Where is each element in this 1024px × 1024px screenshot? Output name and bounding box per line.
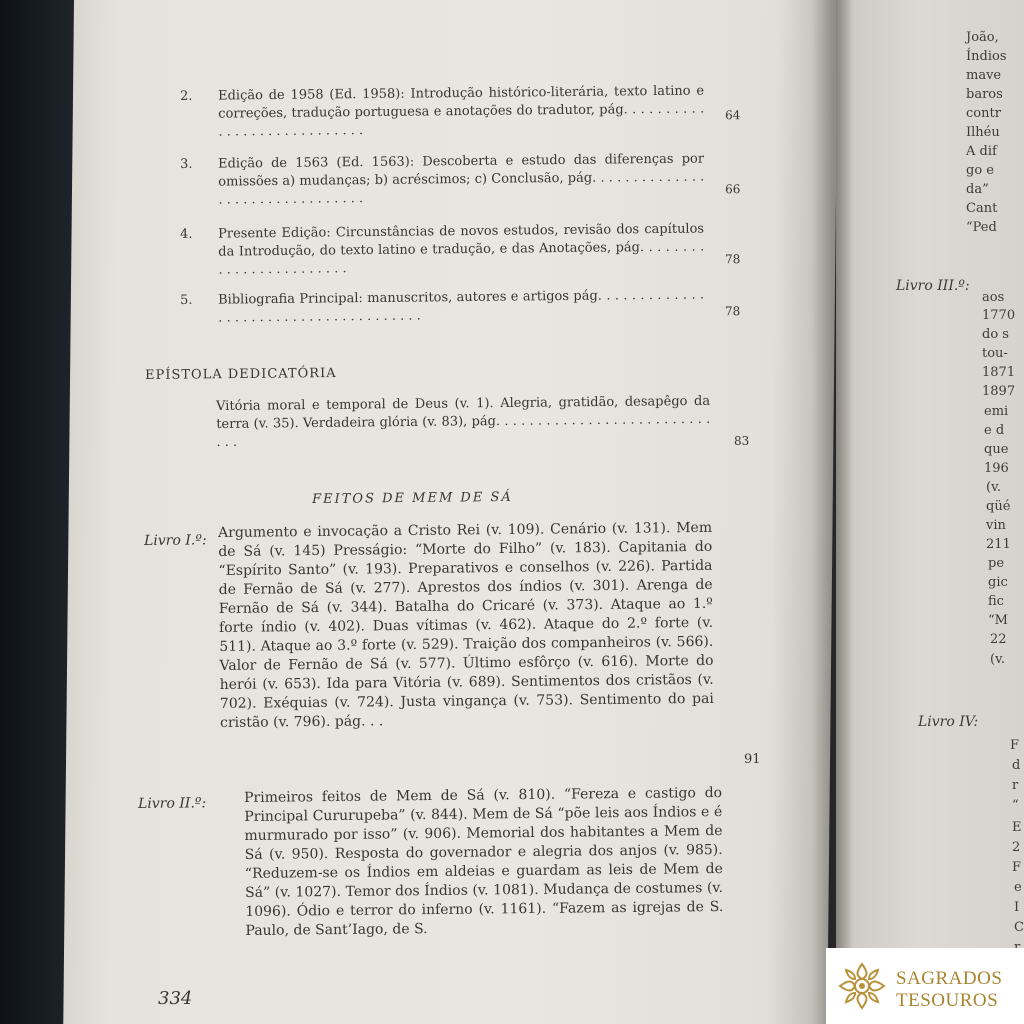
epistola-page-number: 83: [734, 434, 750, 448]
sagrados-tesouros-logo: [826, 948, 1024, 1024]
right-fragment: mave: [966, 68, 1002, 83]
right-fragment: baros: [966, 87, 1003, 102]
toc-number: 4.: [180, 226, 193, 242]
right-fragment: Ilhéu: [966, 125, 1000, 140]
right-fragment: d: [1012, 758, 1021, 773]
toc-item-3: [180, 150, 741, 210]
livro-1-page-number: 91: [744, 752, 761, 767]
right-fragment: 211: [986, 537, 1011, 552]
right-fragment: emi: [984, 404, 1009, 419]
right-fragment: 2: [1012, 840, 1021, 855]
right-fragment: r: [1012, 778, 1019, 793]
right-fragment: I: [1014, 900, 1020, 915]
right-fragment: do s: [982, 327, 1009, 342]
right-fragment: contr: [966, 106, 1001, 121]
right-fragment: Cant: [966, 201, 998, 216]
right-fragment: 1871: [982, 365, 1016, 380]
logo-text-line2: TESOUROS: [896, 990, 999, 1011]
right-fragment: “Ped: [966, 220, 997, 235]
right-fragment: 196: [984, 461, 1009, 476]
toc-number: 5.: [180, 292, 193, 308]
right-fragment: go e: [966, 163, 994, 178]
livro-1-label: Livro I.º:: [144, 532, 207, 549]
right-fragment: tou-: [982, 346, 1008, 361]
feitos-heading: FEITOS DE MEM DE SÁ: [312, 489, 513, 507]
toc-item-4: [180, 220, 741, 280]
right-fragment: (v.: [990, 652, 1006, 667]
ornament-emblem-icon: [836, 960, 888, 1012]
right-fragment: “M: [988, 613, 1008, 628]
right-fragment: 1770: [982, 308, 1016, 323]
right-fragment: e d: [984, 423, 1005, 438]
livro-2-text: Primeiros feitos de Mem de Sá (v. 810). “Fereza e castigo do Principal Cururupeba” (v. 844). Mem de Sá “põe leis aos Índios e é murmurado por isso” (v. 906). Memorial dos habitantes a Mem de Sá (v. 950). Resposta do governador e alegria dos anjos (v. 985). “Reduzem-se os Índios em aldeias e guardam as leis de Mem de Sá” (v. 1027). Temor dos Índios (v. 1081). Mudança de costumes (v. 1096). Ódio e terror do inferno (v. 1161). “Fazem as igrejas de S. Paulo, de Sant’Iago, de S.: [244, 784, 724, 939]
livro-3-label: Livro III.º:: [896, 278, 970, 294]
toc-text: Bibliografia Principal: manuscritos, autores e artigos pág. . . . . . . . . . . . . . . . . . . . . . . . . . . . . . . . . . . . . .: [218, 287, 705, 326]
page-number: 334: [158, 988, 193, 1009]
right-fragment: E: [1012, 820, 1022, 835]
livro-1-text: Argumento e invocação a Cristo Rei (v. 109). Cenário (v. 131). Mem de Sá (v. 145) Presságio: “Morte do Filho” (v. 183). Capitania do “Espírito Santo” (v. 193). Preparativos e conselhos (v. 226). Partida de Fernão de Sá (v. 277). Aprestos dos índios (v. 301). Arenga de Fernão de Sá (v. 344). Batalha do Cricaré (v. 373). Ataque ao 1.º forte índio (v. 402). Duas vítimas (v. 462). Ataque do 2.º forte (v. 511). Ataque ao 3.º forte (v. 529). Traição dos companheiros (v. 566). Valor de Fernão de Sá (v. 577). Último esfôrço (v. 616). Morte do herói (v. 653). Ida para Vitória (v. 689). Sentimentos dos cristãos (v. 702). Exéquias (v. 724). Justa vingança (v. 753). Sentimento do pai cristão (v. 796). pág. . .: [218, 519, 714, 731]
right-fragment: e: [1014, 880, 1022, 895]
livro-2-label: Livro II.º:: [138, 795, 207, 812]
right-fragment: (v.: [986, 480, 1002, 495]
right-fragment: qüé: [986, 499, 1011, 514]
toc-page-number: 78: [724, 304, 741, 319]
right-fragment: que: [984, 442, 1009, 457]
right-fragment: A dif: [966, 144, 997, 159]
toc-page-number: 66: [725, 182, 741, 197]
right-fragment: Índios: [966, 49, 1007, 64]
right-fragment: 1897: [982, 384, 1016, 399]
right-fragment: C: [1014, 920, 1024, 935]
toc-number: 3.: [180, 156, 193, 172]
right-fragment: aos: [982, 290, 1005, 305]
toc-text: Edição de 1958 (Ed. 1958): Introdução histórico-literária, texto latino e correções, tradução portuguesa e anotações do tradutor, pág. . . . . . . . . . . . . . . . . . . . . . . . . . . .: [218, 83, 705, 140]
toc-page-number: 64: [724, 108, 741, 123]
right-fragment: vin: [986, 518, 1006, 533]
toc-number: 2.: [180, 88, 193, 104]
epistola-heading: EPÍSTOLA DEDICATÓRIA: [145, 365, 337, 383]
toc-page-number: 78: [725, 252, 741, 267]
toc-item-5: [180, 286, 740, 332]
right-fragment: “: [1012, 798, 1019, 813]
livro-4-label: Livro IV:: [918, 714, 979, 730]
right-fragment: 22: [990, 632, 1007, 647]
toc-item-2: [180, 82, 741, 142]
book-gutter-shadow: [812, 0, 852, 1024]
right-fragment: da”: [966, 182, 989, 197]
toc-text: Edição de 1563 (Ed. 1563): Descoberta e estudo das diferenças por omissões a) mudanças; b) acréscimos; c) Conclusão, pág. . . . . . . . . . . . . . . . . . . . . . . . . . . . . . . .: [218, 151, 705, 208]
right-fragment: gic: [988, 575, 1008, 590]
logo-text-line1: SAGRADOS: [896, 968, 1003, 989]
epistola-text: Vitória moral e temporal de Deus (v. 1). Alegria, gratidão, desapêgo da terra (v. 35). Verdadeira glória (v. 83), pág. . . . . . . . . . . . . . . . . . . . . . . . . . . . .: [216, 393, 711, 450]
toc-text: Presente Edição: Circunstâncias de novos estudos, revisão dos capítulos da Introdução, do texto latino e tradução, e das Anotações, pág. . . . . . . . . . . . . . . . . . . . . . . .: [218, 221, 705, 278]
right-fragment: F: [1012, 860, 1022, 875]
right-fragment: João,: [966, 30, 999, 45]
right-fragment: F: [1010, 738, 1020, 753]
right-fragment: pe: [988, 556, 1005, 571]
right-fragment: fic: [988, 594, 1004, 609]
